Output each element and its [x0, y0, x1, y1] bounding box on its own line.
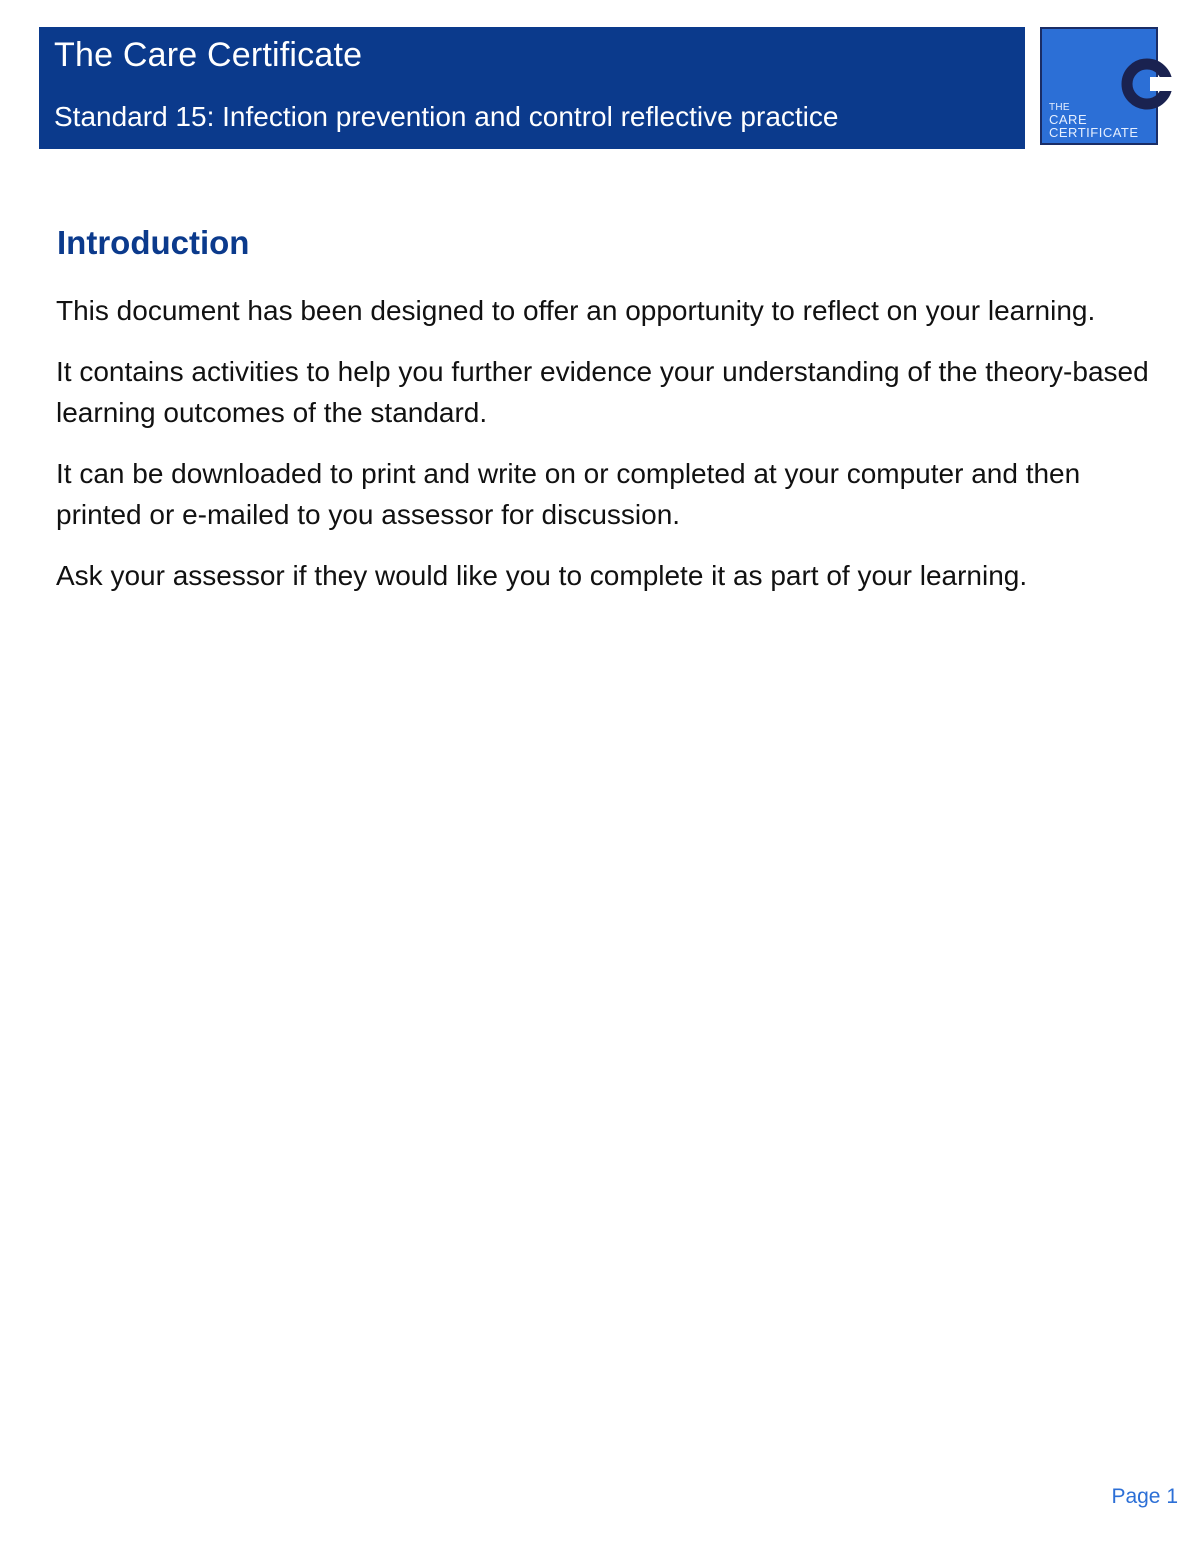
document-subtitle: Standard 15: Infection prevention and control reflective practice — [54, 101, 839, 132]
document-title: The Care Certificate — [54, 36, 363, 74]
paragraph: This document has been designed to offer an opportunity to reflect on your learning. — [56, 295, 1096, 326]
logo-line-the: THE — [1049, 102, 1070, 113]
paragraph: Ask your assessor if they would like you to complete it as part of your learning. — [56, 560, 1028, 591]
page-number: Page 1 — [1111, 1485, 1178, 1508]
logo-wordmark — [1049, 102, 1139, 139]
paragraph: It can be downloaded to print and write on or completed at your computer and then printed or e-mailed to you assessor for discussion. — [56, 458, 1081, 530]
logo-line-care: CARE — [1049, 112, 1088, 127]
header-band — [39, 27, 1025, 149]
care-certificate-logo — [1040, 27, 1158, 145]
introduction-body — [56, 290, 1166, 616]
paragraph: It contains activities to help you further evidence your understanding of the theory-based learning outcomes of the standard. — [56, 356, 1149, 428]
section-heading: Introduction — [57, 224, 250, 261]
logo-line-certificate: CERTIFICATE — [1049, 125, 1139, 140]
